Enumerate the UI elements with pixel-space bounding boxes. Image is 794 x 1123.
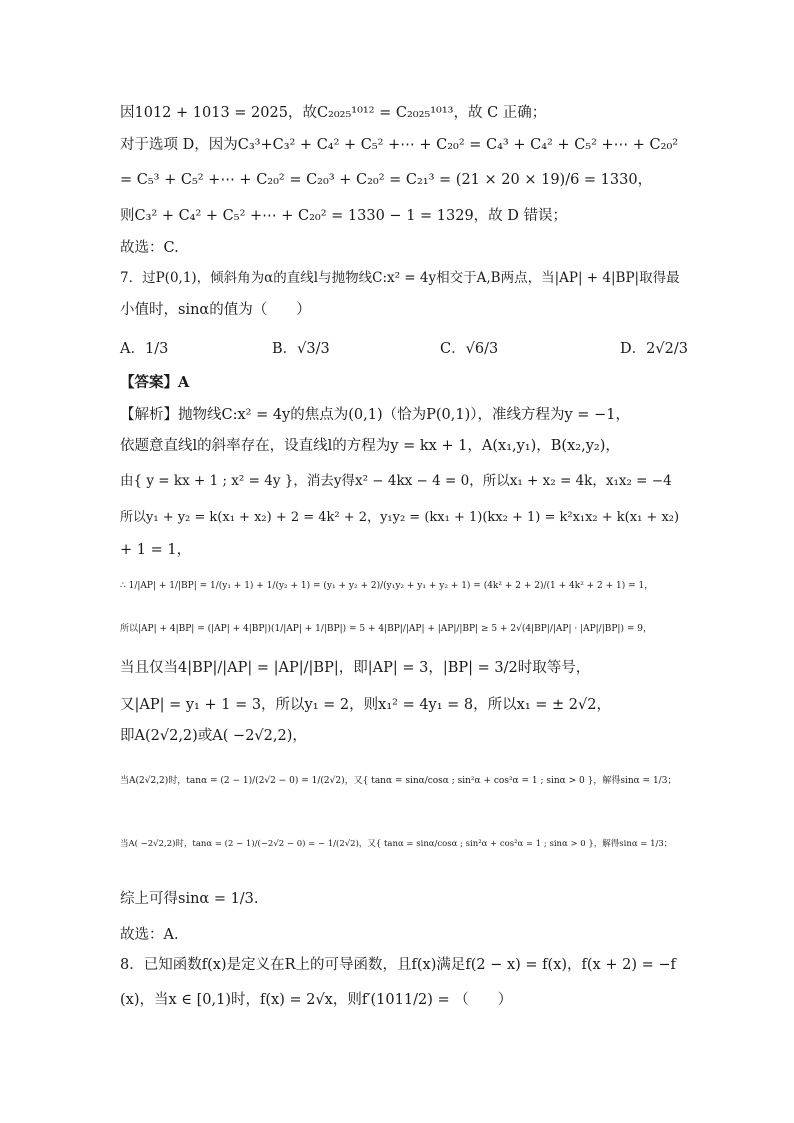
- option-a: [120, 337, 168, 361]
- text-line-1: 因1012 + 1013 = 2025，故C₂₀₂₅¹⁰¹² = C₂₀₂₅¹⁰¹³，故 C 正确；: [120, 105, 547, 121]
- option-c-value: √6/3: [465, 341, 499, 357]
- answer-line: 【答案】A: [120, 374, 190, 391]
- text-line-2: 对于选项 D，因为C₃³+C₃² + C₄² + C₅² +⋯ + C₂₀² = C₄³ + C₄² + C₅² +⋯ + C₂₀²: [120, 137, 679, 153]
- option-b-label: B．: [272, 341, 298, 357]
- analysis-line-4: 所以y₁ + y₂ = k(x₁ + x₂) + 2 = 4k² + 2，y₁y₂ = (kx₁ + 1)(kx₂ + 1) = k²x₁x₂ + k(x₁ + x₂): [120, 510, 680, 525]
- analysis-line-9: 又|AP| = y₁ + 1 = 3，所以y₁ = 2，则x₁² = 4y₁ = 8，所以x₁ = ± 2√2，: [120, 697, 611, 713]
- option-d: [620, 337, 688, 361]
- analysis-line-11: 当A(2√2,2)时，tanα = (2 − 1)/(2√2 − 0) = 1/(2√2)，又{ tanα = sinα/cosα ; sin²α + cos²α = 1 ; sinα > 0 }，解得sinα = 1/3；: [120, 776, 677, 786]
- analysis-line-7: 所以|AP| + 4|BP| = (|AP| + 4|BP|)(1/|AP| + 1/|BP|) = 5 + 4|BP|/|AP| + |AP|/|BP| ≥ 5 + 2√(4|BP|/|AP| · |AP|/|BP|) = 9，: [120, 624, 652, 634]
- option-a-label: A．: [120, 341, 145, 357]
- question-7-line-2: 小值时，sinα的值为（ ）: [120, 302, 311, 318]
- analysis-line-6: ∴ 1/|AP| + 1/|BP| = 1/(y₁ + 1) + 1/(y₂ + 1) = (y₁ + y₂ + 2)/(y₁y₂ + y₁ + y₂ + 1) = (4k² + 2 + 2)/(1 + 4k² + 2 + 1) = 1，: [120, 581, 654, 591]
- analysis-line-1: 【解析】抛物线C:x² = 4y的焦点为(0,1)（恰为P(0,1)），准线方程为y = −1，: [120, 407, 630, 423]
- option-d-label: D．: [620, 341, 647, 357]
- analysis-line-14: 故选：A.: [120, 927, 179, 943]
- analysis-line-5: + 1 = 1，: [120, 542, 192, 558]
- question-8-line-1: 8．已知函数f(x)是定义在R上的可导函数，且f(x)满足f(2 − x) = f(x)，f(x + 2) = −f: [120, 957, 676, 973]
- option-c-label: C．: [440, 341, 466, 357]
- question-8-line-2: (x)，当x ∈ [0,1)时，f(x) = 2√x，则f′(1011/2) = （ ）: [120, 992, 513, 1008]
- question-7-line-1: 7．过P(0,1)，倾斜角为α的直线l与抛物线C:x² = 4y相交于A,B两点，当|AP| + 4|BP|取得最: [120, 270, 680, 286]
- option-d-value: 2√2/3: [646, 341, 688, 357]
- text-line-5: 故选：C.: [120, 240, 179, 256]
- text-line-3: = C₅³ + C₅² +⋯ + C₂₀² = C₂₀³ + C₂₀² = C₂₁³ = (21 × 20 × 19)/6 = 1330，: [120, 172, 653, 188]
- analysis-line-3: 由{ y = kx + 1 ; x² = 4y }，消去y得x² − 4kx − 4 = 0，所以x₁ + x₂ = 4k，x₁x₂ = −4: [120, 473, 672, 489]
- option-b-value: √3/3: [297, 341, 330, 357]
- text-line-4: 则C₃² + C₄² + C₅² +⋯ + C₂₀² = 1330 − 1 = 1329，故 D 错误；: [120, 208, 568, 224]
- analysis-line-8: 当且仅当4|BP|/|AP| = |AP|/|BP|，即|AP| = 3，|BP| = 3/2时取等号，: [120, 660, 591, 676]
- option-a-value: 1/3: [144, 341, 169, 357]
- option-b: [272, 337, 330, 361]
- analysis-line-2: 依题意直线l的斜率存在，设直线l的方程为y = kx + 1，A(x₁,y₁)，B(x₂,y₂)，: [120, 438, 620, 454]
- analysis-line-10: 即A(2√2,2)或A( −2√2,2)，: [120, 728, 307, 744]
- option-c: [440, 337, 498, 361]
- analysis-line-12: 当A( −2√2,2)时，tanα = (2 − 1)/(−2√2 − 0) = − 1/(2√2)，又{ tanα = sinα/cosα ; sin²α + cos²α = 1 ; sinα > 0 }，解得sinα = 1/3；: [120, 839, 673, 849]
- analysis-line-13: 综上可得sinα = 1/3.: [120, 891, 259, 907]
